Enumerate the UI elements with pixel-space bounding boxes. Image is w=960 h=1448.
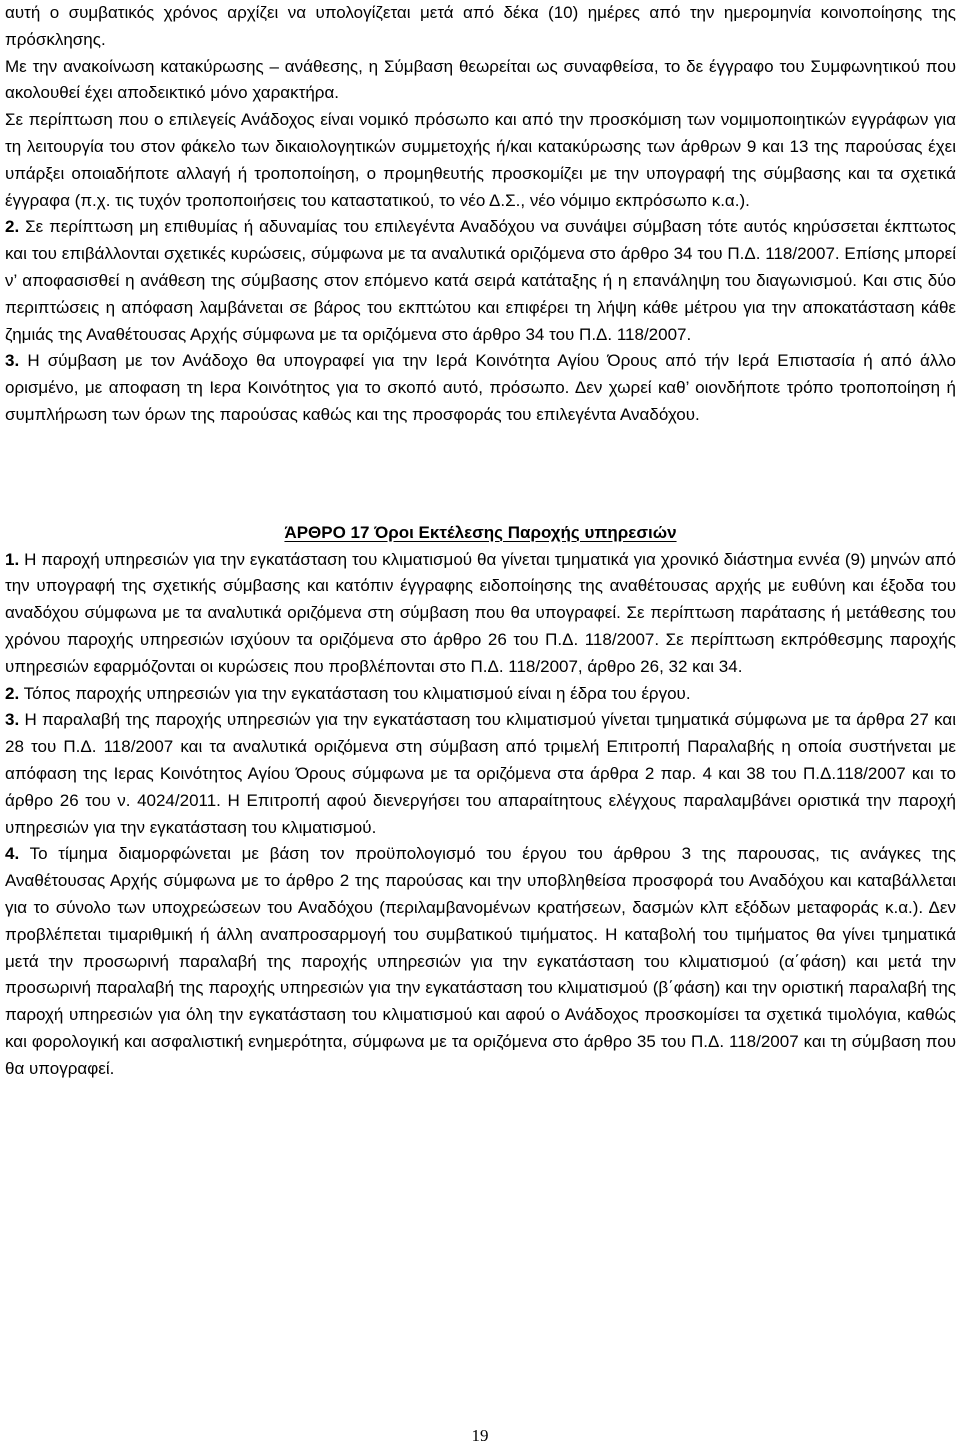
paragraph-number: 1. xyxy=(5,549,20,569)
paragraph-number: 3. xyxy=(5,710,20,730)
article-heading: ΆΡΘΡΟ 17 Όροι Εκτέλεσης Παροχής υπηρεσιών xyxy=(284,522,677,542)
page-number: 19 xyxy=(471,1426,489,1445)
paragraph-number: 2. xyxy=(5,217,20,237)
paragraph-number: 2. xyxy=(5,683,20,703)
paragraph-award-announcement xyxy=(5,54,956,108)
paragraph-text: Η σύμβαση με τον Ανάδοχο θα υπογραφεί για την Ιερά Κοινότητα Αγίου Όρους από τήν Ιερά Επιστασία ή από άλλο ορισμένο, με αποφαση τη Ιερα Κοινότητος για το σκοπό αυτό, πρόσωπο. Δεν χωρεί καθ’ οιονδήποτε τρόπο τροποποίηση ή συμπλήρωση των όρων της παρούσας καθώς και της προσφοράς του επιλεγέντα Αναδόχου. xyxy=(5,351,956,424)
paragraph-text: Η παραλαβή της παροχής υπηρεσιών για την εγκατάσταση του κλιματισμού γίνεται τμηματικά σύμφωνα με τα άρθρα 27 και 28 του Π.Δ. 118/2007 και τα αναλυτικά οριζόμενα στη σύμβαση από τριμελή Επιτροπή Παραλαβής η οποία συστήνεται με απόφαση της Ιερας Κοινότητος Αγίου Όρους σύμφωνα με τα οριζόμενα στα άρθρα 2 παρ. 4 και 38 του Π.Δ.118/2007 και το άρθρο 26 του ν. 4024/2011. Η Επιτροπή αφού διενεργήσει του απαραίτητους ελέγχους παραλαμβάνει οριστικά την παροχή υπηρεσιών για την εγκατάσταση του κλιματισμού. xyxy=(5,710,956,837)
paragraph-text: Το τίμημα διαμορφώνεται με βάση τον προϋπολογισμό του έργου του άρθρου 3 της παρουσας, τις ανάγκες της Αναθέτουσας Αρχής σύμφωνα με το άρθρο 2 της παρούσας και την υποβληθείσα προσφορά του Αναδόχου και καταβάλλεται για το σύνολο των υποχρεώσεων του Αναδόχου (περιλαμβανομένων κρατήσεων, δασμών κλπ εξόδων μεταφοράς κ.α.). Δεν προβλέπεται τιμαριθμική ή άλλη αναπροσαρμογή του συμβατικού τιμήματος. Η καταβολή του τιμήματος θα γίνει τμηματικά μετά την προσωρινή παραλαβή της παροχής υπηρεσιών για την εγκατάσταση του κλιματισμού (α΄φάση) και μετά την προσωρινή παραλαβή της παροχής υπηρεσιών για την εγκατάσταση του κλιματισμού (β΄φάση) και την οριστική παραλαβή της παροχή υπηρεσιών για όλη την εγκατάσταση του κλιματισμού και αφού ο Ανάδοχος προσκομίσει τα σχετικά τιμολόγια, καθώς και φορολογική και ασφαλιστική ενημερότητα, σύμφωνα με τα οριζόμενα στο άρθρο 35 του Π.Δ. 118/2007 και τη σύμβαση που θα υπογραφεί. xyxy=(5,844,956,1078)
paragraph-legal-entity xyxy=(5,107,956,214)
article-paragraph-4 xyxy=(5,841,956,1082)
article-paragraph-2 xyxy=(5,681,956,708)
paragraph-number: 4. xyxy=(5,844,20,864)
paragraph-text: Η παροχή υπηρεσιών για την εγκατάσταση του κλιματισμού θα γίνεται τμηματικά για χρονικό διάστημα εννέα (9) μηνών από την υπογραφή της σχετικής σύμβασης και κατόπιν έγγραφης ειδοποίησης της αναθέτουσας αρχής με ευθύνη και έξοδα του αναδόχου σύμφωνα με τα αναλυτικά οριζόμενα στη σύμβαση που θα υπογραφεί. Σε περίπτωση παράτασης ή μετάθεσης του χρόνου παροχής υπηρεσιών ισχύουν τα οριζόμενα στο άρθρο 26 του Π.Δ. 118/2007. Σε περίπτωση εκπρόθεσμης παροχής υπηρεσιών εφαρμόζονται οι κυρώσεις που προβλέπονται στο Π.Δ. 118/2007, άρθρο 26, 32 και 34. xyxy=(5,549,956,676)
paragraph-text: αυτή ο συμβατικός χρόνος αρχίζει να υπολογίζεται μετά από δέκα (10) ημέρες από την ημερομηνία κοινοποίησης της πρόσκλησης. xyxy=(5,3,956,49)
article-paragraph-1 xyxy=(5,547,956,681)
paragraph-number: 3. xyxy=(5,351,20,371)
paragraph-text: Τόπος παροχής υπηρεσιών για την εγκατάσταση του κλιματισμού είναι η έδρα του έργου. xyxy=(23,683,691,703)
paragraph-2-default xyxy=(5,214,956,348)
paragraph-contract-start xyxy=(5,0,956,54)
section-spacer xyxy=(5,429,956,520)
paragraph-text: Σε περίπτωση που ο επιλεγείς Ανάδοχος είναι νομικό πρόσωπο και από την προσκόμιση των νομιμοποιητικών εγγράφων για τη λειτουργία του στον φάκελο των δικαιολογητικών συμμετοχής ή/και κατακύρωσης των άρθρων 9 και 13 της παρούσας έχει υπάρξει οποιαδήποτε αλλαγή ή τροποποίηση, ο προμηθευτής προσκομίζει με την υπογραφή της σύμβασης και τα σχετικά έγγραφα (π.χ. τις τυχόν τροποποιήσεις του καταστατικού, το νέο Δ.Σ., νέο νόμιμο εκπρόσωπο κ.α.). xyxy=(5,110,956,210)
paragraph-3-signing xyxy=(5,348,956,428)
paragraph-text: Με την ανακοίνωση κατακύρωσης – ανάθεσης, η Σύμβαση θεωρείται ως συναφθείσα, το δε έγγραφο του Συμφωνητικού που ακολουθεί έχει αποδεικτικό μόνο χαρακτήρα. xyxy=(5,56,956,103)
article-paragraph-3 xyxy=(5,707,956,841)
paragraph-text: Σε περίπτωση μη επιθυμίας ή αδυναμίας του επιλεγέντα Αναδόχου να συνάψει σύμβαση τότε αυτός κηρύσσεται έκπτωτος και του επιβάλλονται σχετικές κυρώσεις, σύμφωνα με τα αναλυτικά οριζόμενα στο άρθρο 34 του Π.Δ. 118/2007. Επίσης μπορεί ν’ αποφασισθεί η ανάθεση της σύμβασης στον επόμενο κατά σειρά κατάταξης ή η επανάληψη του διαγωνισμού. Και στις δύο περιπτώσεις η απόφαση λαμβάνεται σε βάρος του εκπτώτου και επιφέρει τη λήψη κάθε μέτρου για την αποκατάσταση κάθε ζημιάς της Αναθέτουσας Αρχής σύμφωνα με τα οριζόμενα στο άρθρο 34 του Π.Δ. 118/2007. xyxy=(5,217,956,344)
